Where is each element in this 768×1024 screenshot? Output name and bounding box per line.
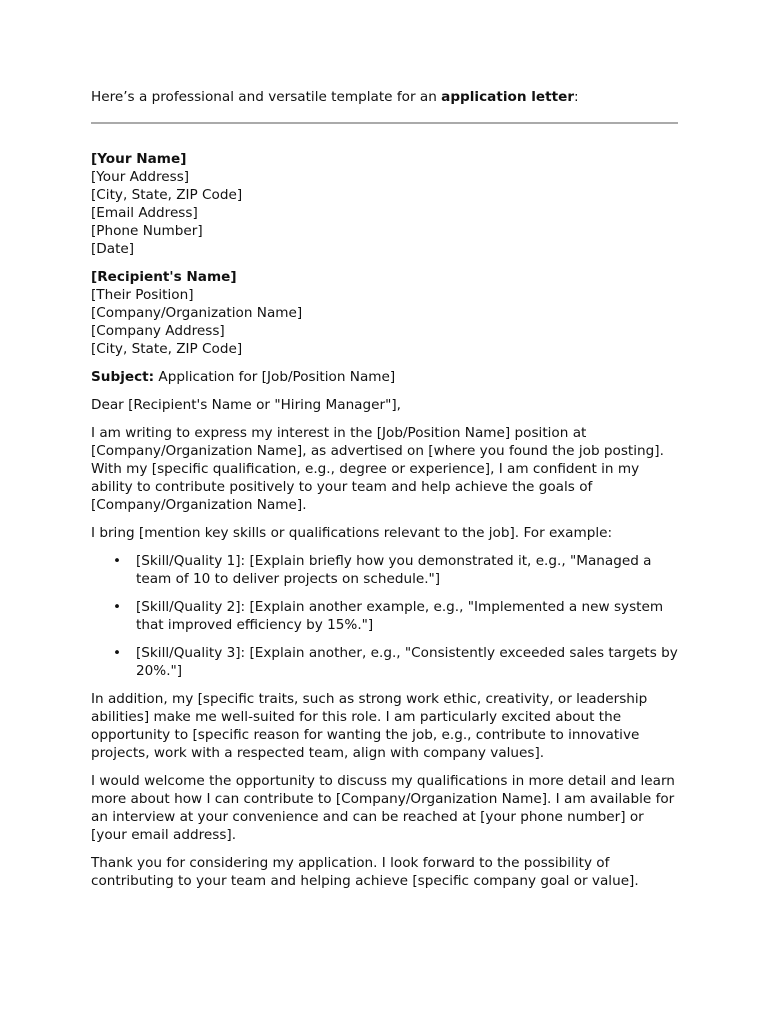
subject-label: Subject: [91, 369, 155, 385]
sender-email: [Email Address] [91, 205, 198, 221]
paragraph-interest: I am writing to express my interest in the [Job/Position Name] position at [Company/Organization Name], as advertised on [where you found the job posting]. With my [specific qualification, e.g., degree or experience], I am confident in my ability to contribute positively to your team and help achieve the goals of [Company/Organization Name]. [91, 425, 664, 513]
paragraph-skills-intro: I bring [mention key skills or qualifications relevant to the job]. For example: [91, 525, 613, 541]
intro-prefix: Here’s a professional and versatile template for an [91, 89, 442, 105]
recipient-block [91, 268, 679, 358]
recipient-company: [Company/Organization Name] [91, 305, 303, 321]
list-item: • [Skill/Quality 2]: [Explain another example, e.g., "Implemented a new system that improved efficiency by 15%."] [136, 598, 679, 634]
sender-city: [City, State, ZIP Code] [91, 187, 243, 203]
sender-name: [Your Name] [91, 151, 187, 167]
subject-text: Application for [Job/Position Name] [154, 369, 396, 385]
paragraph-closing: Thank you for considering my application. I look forward to the possibility of contributing to your team and helping achieve [specific company goal or value]. [91, 855, 639, 889]
sender-address: [Your Address] [91, 169, 190, 185]
recipient-city: [City, State, ZIP Code] [91, 341, 243, 357]
sender-block [91, 150, 679, 258]
sender-phone: [Phone Number] [91, 223, 203, 239]
salutation: Dear [Recipient's Name or "Hiring Manager"], [91, 397, 401, 413]
sender-date: [Date] [91, 241, 135, 257]
subject-line [91, 368, 679, 386]
intro-bold: application letter [441, 89, 575, 105]
paragraph-interview: I would welcome the opportunity to discuss my qualifications in more detail and learn more about how I can contribute to [Company/Organization Name]. I am available for an interview at your convenience and can be reached at [your phone number] or [your email address]. [91, 773, 675, 843]
recipient-company-address: [Company Address] [91, 323, 225, 339]
intro-line [91, 88, 679, 112]
recipient-name: [Recipient's Name] [91, 269, 237, 285]
letter-document [91, 88, 679, 890]
skills-list [91, 552, 679, 680]
list-item: • [Skill/Quality 1]: [Explain briefly how you demonstrated it, e.g., "Managed a team of 10 to deliver projects on schedule."] [136, 552, 679, 588]
recipient-position: [Their Position] [91, 287, 194, 303]
intro-suffix: : [574, 89, 579, 105]
horizontal-divider [91, 122, 678, 124]
paragraph-traits: In addition, my [specific traits, such as strong work ethic, creativity, or leadership abilities] make me well-suited for this role. I am particularly excited about the opportunity to [specific reason for wanting the job, e.g., contribute to innovative projects, work with a respected team, align with company values]. [91, 691, 648, 761]
list-item: • [Skill/Quality 3]: [Explain another, e.g., "Consistently exceeded sales targets by 20%."] [136, 644, 679, 680]
